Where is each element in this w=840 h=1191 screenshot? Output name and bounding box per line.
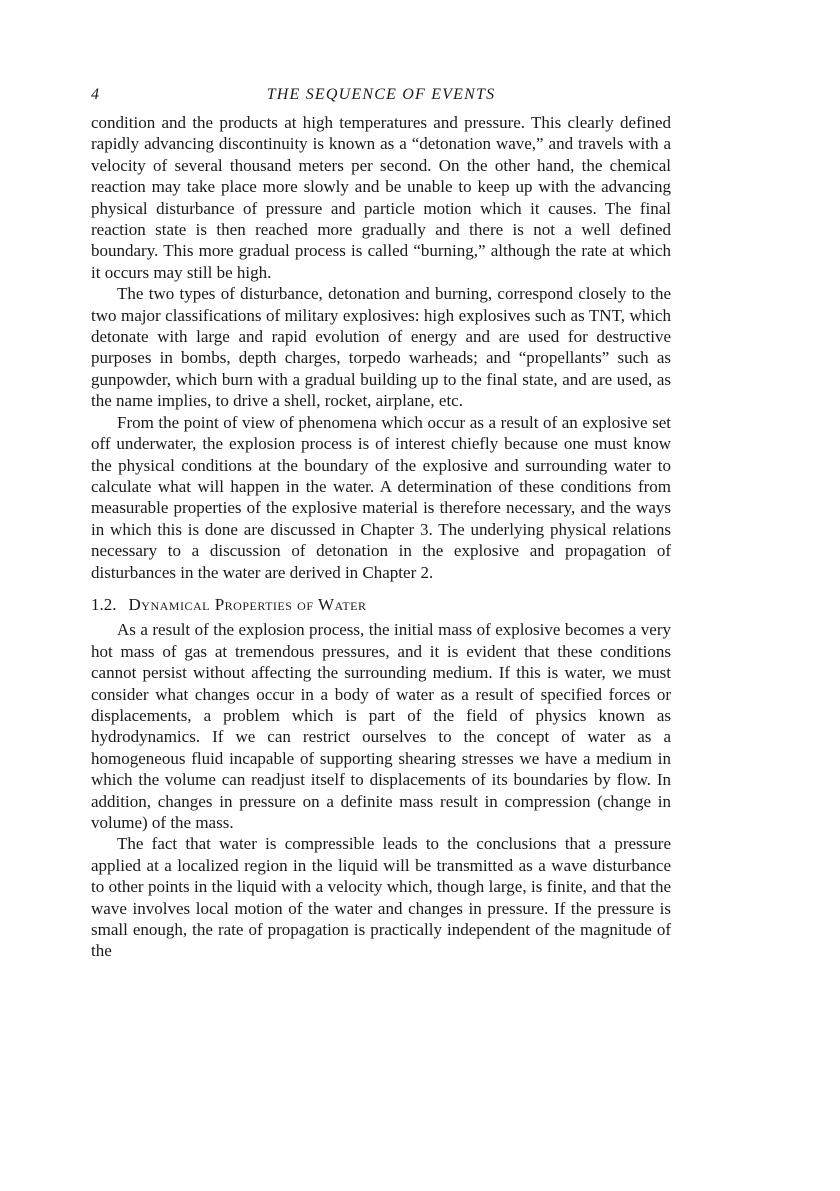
body-paragraph-1: condition and the products at high temperatures and pressure. This clearly defined rapidly advancing discontinuity is known as a “detonation wave,” and travels with a velocity of several thousand meters per second. On the other hand, the chemical reaction may take place more slowly and be unable to keep up with the advancing physical disturbance of pressure and particle motion which it causes. The final reaction state is then reached more gradually and there is not a well defined boundary. This more gradual process is called “burning,” although the rate at which it occurs may still be high.: [91, 113, 671, 282]
running-title: THE SEQUENCE OF EVENTS: [266, 86, 496, 103]
body-paragraph-3: From the point of view of phenomena which occur as a result of an explosive set off underwater, the explosion process is of interest chiefly because one must know the physical conditions at the boundary of the explosive and surrounding water to calculate what will happen in the water. A determination of these conditions from measurable properties of the explosive material is therefore necessary, and the ways in which this is done are discussed in Chapter 3. The underlying physical relations necessary to a discussion of detonation in the explosive and propagation of disturbances in the water are derived in Chapter 2.: [91, 412, 671, 582]
page-number: 4: [91, 86, 100, 103]
section-number: 1.2.: [91, 594, 117, 614]
section-heading: [91, 594, 671, 615]
body-paragraph-5: The fact that water is compressible leads to the conclusions that a pressure applied at a localized region in the liquid will be transmitted as a wave disturbance to other points in the liquid with a velocity which, though large, is finite, and that the wave involves local motion of the water and changes in pressure. If the pressure is small enough, the rate of propagation is practically independent of the magnitude of the: [91, 834, 671, 961]
body-paragraph-4: As a result of the explosion process, the initial mass of explosive becomes a very hot mass of gas at tremendous pressures, and it is evident that these conditions cannot persist without affecting the surrounding medium. If this is water, we must consider what changes occur in a body of water as a result of specified forces or displacements, a problem which is part of the field of physics known as hydrodynamics. If we can restrict ourselves to the concept of water as a homogeneous fluid incapable of supporting shearing stresses we have a medium in which the volume can readjust itself to displacements of its boundaries by flow. In addition, changes in pressure on a definite mass result in compression (change in volume) of the mass.: [91, 620, 671, 832]
body-paragraph-2: The two types of disturbance, detonation and burning, correspond closely to the two major classifications of military explosives: high explosives such as TNT, which detonate with large and rapid evolution of energy and are used for destructive purposes in bombs, depth charges, torpedo warheads; and “propellants” such as gunpowder, which burn with a gradual building up to the final state, and are used, as the name implies, to drive a shell, rocket, airplane, etc.: [91, 284, 671, 411]
running-head: [91, 86, 671, 112]
section-title: Dynamical Properties of Water: [128, 594, 367, 614]
book-page: [91, 86, 671, 962]
